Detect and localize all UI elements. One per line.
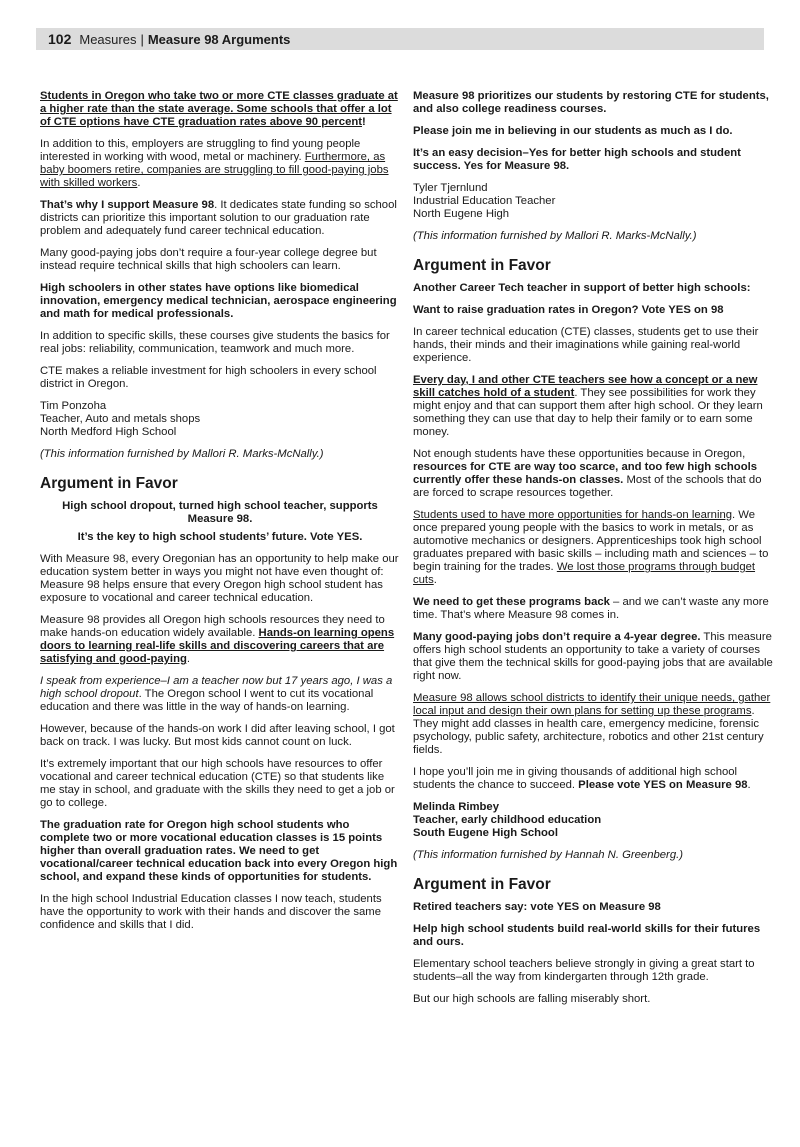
- argument-subheading: Another Career Tech teacher in support of better high schools:: [413, 282, 751, 294]
- furnished-note: (This information furnished by Mallori R. Marks-McNally.): [40, 448, 324, 460]
- text: This measure offers high school students an opportunity to take a variety of courses that give them the technical skills for good-paying jobs that are available right now.: [413, 631, 773, 682]
- text: . The Oregon school I went to cut its vocational education and there was little in the way of hands-on learning.: [40, 688, 374, 713]
- text: I hope you’ll join me in giving thousands of additional high school students the chance to succeed.: [413, 766, 738, 791]
- paragraph: But our high schools are falling miserably short.: [413, 993, 651, 1005]
- paragraph: [40, 614, 400, 666]
- argument-subheading: Retired teachers say: vote YES on Measure 98: [413, 901, 661, 913]
- signature-name: Tim Ponzoha: [40, 400, 107, 412]
- paragraph: [413, 766, 773, 792]
- paragraph: [413, 509, 773, 587]
- signature-block: [413, 182, 773, 221]
- argument-heading: Argument in Favor: [413, 257, 551, 274]
- paragraph: [413, 596, 773, 622]
- signature-name: Melinda Rimbey: [413, 801, 500, 813]
- text: In addition to this, employers are struggling to find young people interested in working with wood, metal or machinery.: [40, 138, 361, 163]
- text: . They might add classes in health care, emergency medicine, forensic psychology, public safety, architecture, robotics and other 21st century fields.: [413, 705, 764, 756]
- underlined-text: We lost those programs through budget cuts: [413, 561, 756, 586]
- text: .: [186, 653, 191, 665]
- paragraph: [413, 692, 773, 757]
- italic-text: I speak from experience–I am a teacher now but 17 years ago, I was a high school dropout: [40, 675, 393, 700]
- text: !: [362, 116, 366, 128]
- paragraph: Measure 98 prioritizes our students by restoring CTE for students, and also college readiness courses.: [413, 90, 769, 115]
- signature-school: South Eugene High School: [413, 827, 558, 839]
- underlined-text: Furthermore, as baby boomers retire, companies are struggling to fill good-paying jobs with skilled workers: [40, 151, 389, 189]
- paragraph: [413, 448, 773, 500]
- paragraph: The graduation rate for Oregon high school students who complete two or more vocational education classes is 15 points higher than overall graduation rates. We need to get vocational/career technical education back into every Oregon high school, and expand these kinds of opportunities for students.: [40, 819, 398, 883]
- text: . They see possibilities for work they might enjoy and that can support them after high school. Or they learn something they can use that day to help their family or to earn some money.: [413, 387, 763, 438]
- signature-block: [413, 801, 773, 840]
- header-separator: |: [140, 31, 144, 47]
- signature-name: Tyler Tjernlund: [413, 182, 488, 194]
- paragraph: [413, 631, 773, 683]
- emphasis-text: Hands-on learning opens doors to learning real-life skills and discovering careers that are satisfying and good-paying: [40, 627, 395, 665]
- bold-text: We need to get these programs back: [413, 596, 610, 608]
- argument-heading: Argument in Favor: [40, 475, 178, 492]
- text: .: [137, 177, 141, 189]
- bold-text: Please vote YES on Measure 98: [578, 779, 748, 791]
- text: . It dedicates state funding so school districts can prioritize this important solution to our graduation rate problem and adequately fund career technical education.: [40, 199, 397, 237]
- text: Most of the schools that do are forced to scrape resources together.: [413, 474, 762, 499]
- paragraph: With Measure 98, every Oregonian has an opportunity to help make our education system better in ways you might not have even thought of: Measure 98 helps ensure that every Oregon high school student has exposure to vocational and career technical education.: [40, 553, 399, 604]
- paragraph: Please join me in believing in our students as much as I do.: [413, 125, 733, 137]
- signature-block: [40, 400, 400, 439]
- paragraph: CTE makes a reliable investment for high schoolers in every school district in Oregon.: [40, 365, 377, 390]
- text: .: [433, 574, 437, 586]
- header-subtitle: Measure 98 Arguments: [147, 31, 291, 47]
- signature-title: Teacher, early childhood education: [413, 814, 602, 826]
- signature-title: Industrial Education Teacher: [413, 195, 556, 207]
- paragraph: However, because of the hands-on work I did after leaving school, I got back on track. I was lucky. But most kids cannot count on luck.: [40, 723, 395, 748]
- underlined-text: Measure 98 allows school districts to identify their unique needs, gather local input and design their own plans for setting up these programs: [413, 692, 771, 717]
- text: .: [747, 779, 751, 791]
- paragraph: In career technical education (CTE) classes, students get to use their hands, their minds and their imaginations while gaining real-world experience.: [413, 326, 759, 364]
- furnished-note: (This information furnished by Mallori R. Marks-McNally.): [413, 230, 697, 242]
- paragraph: [413, 374, 773, 439]
- argument-subheading: It’s the key to high school students’ future. Vote YES.: [77, 531, 363, 543]
- bold-text: That’s why I support Measure 98: [40, 199, 215, 211]
- paragraph: [40, 138, 400, 190]
- bold-text: Many good-paying jobs don’t require a 4-year degree.: [413, 631, 701, 643]
- text: Measure 98 provides all Oregon high schools resources they need to make hands-on education widely available.: [40, 614, 385, 639]
- paragraph: [40, 199, 400, 238]
- text: – and we can’t waste any more time. That’s where Measure 98 comes in.: [413, 596, 769, 621]
- signature-title: Teacher, Auto and metals shops: [40, 413, 201, 425]
- emphasis-text: Every day, I and other CTE teachers see how a concept or a new skill catches hold of a student: [413, 374, 758, 399]
- section-title: Measures: [79, 31, 137, 47]
- paragraph: Many good-paying jobs don’t require a four-year college degree but instead require technical skills that high schoolers can learn.: [40, 247, 377, 272]
- emphasis-text: Students in Oregon who take two or more CTE classes graduate at a higher rate than the state average. Some schools that offer a lot of CTE options have CTE graduation rates above 90 percent: [40, 90, 398, 128]
- text: . We once prepared young people with the basics to work in metals, or as automotive mechanics or designers. Apprenticeships took high school graduates prepared with basic skills – including math and sciences – to begin training for the trades.: [413, 509, 769, 573]
- paragraph: [40, 675, 400, 714]
- paragraph: In addition to specific skills, these courses give students the basics for real jobs: reliability, communication, teamwork and much more.: [40, 330, 390, 355]
- left-column: [40, 90, 400, 941]
- signature-school: North Medford High School: [40, 426, 177, 438]
- page-header: [36, 28, 764, 50]
- bold-text: resources for CTE are way too scarce, and too few high schools currently offer these hands-on classes.: [413, 461, 758, 486]
- text: Not enough students have these opportunities because in Oregon,: [413, 448, 746, 460]
- paragraph: High schoolers in other states have options like biomedical innovation, emergency medical technician, aerospace engineering and math for medical professionals.: [40, 282, 397, 320]
- argument-heading: Argument in Favor: [413, 876, 551, 893]
- argument-subheading: Help high school students build real-world skills for their futures and ours.: [413, 923, 761, 948]
- right-column: [413, 90, 773, 1015]
- paragraph: [40, 90, 400, 129]
- argument-subheading: High school dropout, turned high school teacher, supports Measure 98.: [62, 500, 378, 525]
- paragraph: In the high school Industrial Education classes I now teach, students have the opportunity to work with their hands and discover the same confidence and skills that I did.: [40, 893, 382, 931]
- argument-subheading: Want to raise graduation rates in Oregon? Vote YES on 98: [413, 304, 724, 316]
- signature-school: North Eugene High: [413, 208, 510, 220]
- paragraph: Elementary school teachers believe strongly in giving a great start to students–all the way from kindergarten through 12th grade.: [413, 958, 755, 983]
- paragraph: It’s an easy decision–Yes for better high schools and student success. Yes for Measure 98.: [413, 147, 741, 172]
- paragraph: It’s extremely important that our high schools have resources to offer vocational and career technical education (CTE) so that students like me stay in school, and graduate with the skills they need to get a job or go to college.: [40, 758, 395, 809]
- underlined-text: Students used to have more opportunities for hands-on learning: [413, 509, 733, 521]
- furnished-note: (This information furnished by Hannah N. Greenberg.): [413, 849, 684, 861]
- page-number: 102: [48, 31, 72, 47]
